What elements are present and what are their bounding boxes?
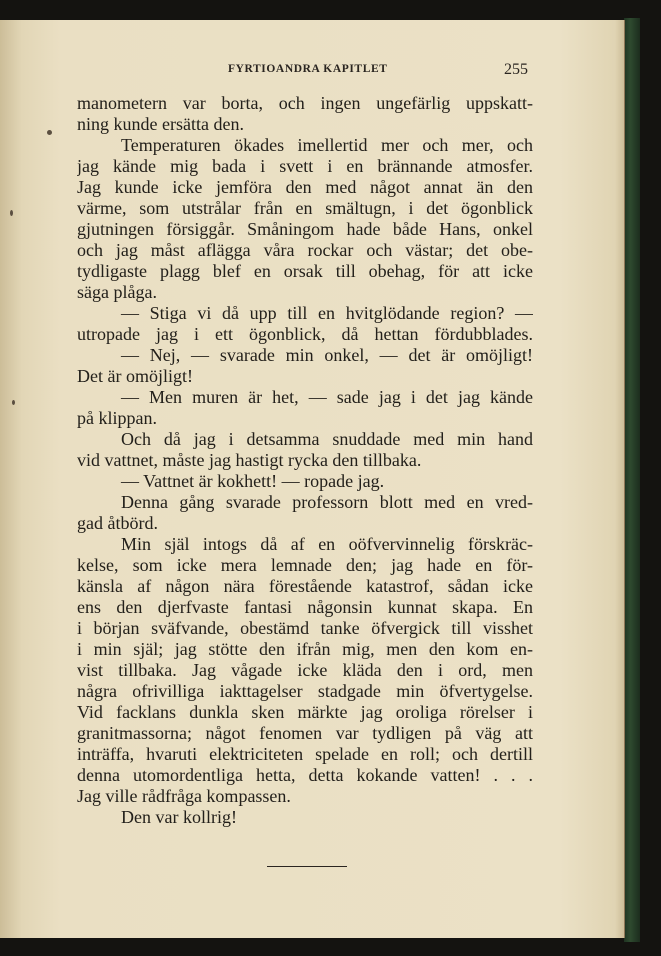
text-line: Denna gång svarade professorn blott med en vred-	[121, 492, 533, 512]
text-line: i början sväfvande, obestämd tanke öfvergick till visshet	[77, 618, 533, 638]
text-line: Och då jag i detsamma snuddade med min hand	[121, 429, 533, 449]
paper-speck	[47, 130, 52, 135]
text-line: Vid facklans dunkla sken märkte jag oroliga rörelser i	[77, 702, 533, 722]
book-page	[0, 20, 624, 938]
running-head: FYRTIOANDRA KAPITLET	[228, 63, 388, 75]
text-line: i min själ; jag stötte den ifrån mig, men den kom en-	[77, 639, 533, 659]
text-line: denna utomordentliga hetta, detta kokande vatten! . . .	[77, 765, 533, 785]
text-line: granitmassorna; något fenomen var tydligen på väg att	[77, 723, 533, 743]
paper-speck	[12, 400, 15, 405]
text-line: — Stiga vi då upp till en hvitglödande region? —	[121, 303, 533, 323]
text-line: kelse, som icke mera lemnade den; jag hade en för-	[77, 555, 533, 575]
text-line: några ofrivilliga iakttagelser stadgade min öfvertygelse.	[77, 681, 533, 701]
text-line: ning kunde ersätta den.	[77, 114, 244, 134]
text-line: — Vattnet är kokhett! — ropade jag.	[121, 471, 385, 491]
text-line: känsla af någon nära förestående katastrof, sådan icke	[77, 576, 533, 596]
book-spine	[624, 18, 640, 942]
text-line: och jag måst aflägga våra rockar och västar; det obe-	[77, 240, 533, 260]
text-line: Jag ville rådfråga kompassen.	[77, 786, 291, 806]
text-line: utropade jag i ett ögonblick, då hettan fördubblades.	[77, 324, 533, 344]
text-line: tydligaste plagg blef en orsak till obehag, för att icke	[77, 261, 533, 281]
text-line: Det är omöjligt!	[77, 366, 193, 386]
text-line: vid vattnet, måste jag hastigt rycka den tillbaka.	[77, 450, 422, 470]
text-line: — Nej, — svarade min onkel, — det är omöjligt!	[121, 345, 533, 365]
body-text	[77, 93, 533, 828]
text-line: säga plåga.	[77, 282, 157, 302]
page-number: 255	[504, 61, 528, 78]
text-line: ens den djerfvaste fantasi någonsin kunnat skapa. En	[77, 597, 533, 617]
text-line: gjutningen försiggår. Småningom hade både Hans, onkel	[77, 219, 533, 239]
text-line: — Men muren är het, — sade jag i det jag kände	[121, 387, 533, 407]
text-line: inträffa, hvaruti elektriciteten spelade en roll; och dertill	[77, 744, 533, 764]
text-line: manometern var borta, och ingen ungefärlig uppskatt-	[77, 93, 533, 113]
text-line: vist tillbaka. Jag vågade icke kläda den i ord, men	[77, 660, 533, 680]
text-line: värme, som utstrålar från en smältugn, i det ögonblick	[77, 198, 533, 218]
section-end-rule	[267, 866, 347, 867]
page-header	[0, 61, 624, 83]
text-line: jag kände mig bada i svett i en brännande atmosfer.	[77, 156, 533, 176]
paper-speck	[10, 210, 13, 216]
text-line: gad åtbörd.	[77, 513, 158, 533]
text-line: på klippan.	[77, 408, 157, 428]
text-line: Temperaturen ökades imellertid mer och mer, och	[121, 135, 533, 155]
text-line: Den var kollrig!	[121, 807, 237, 827]
text-line: Min själ intogs då af en oöfvervinnelig förskräc-	[121, 534, 533, 554]
text-line: Jag kunde icke jemföra den med något annat än den	[77, 177, 533, 197]
